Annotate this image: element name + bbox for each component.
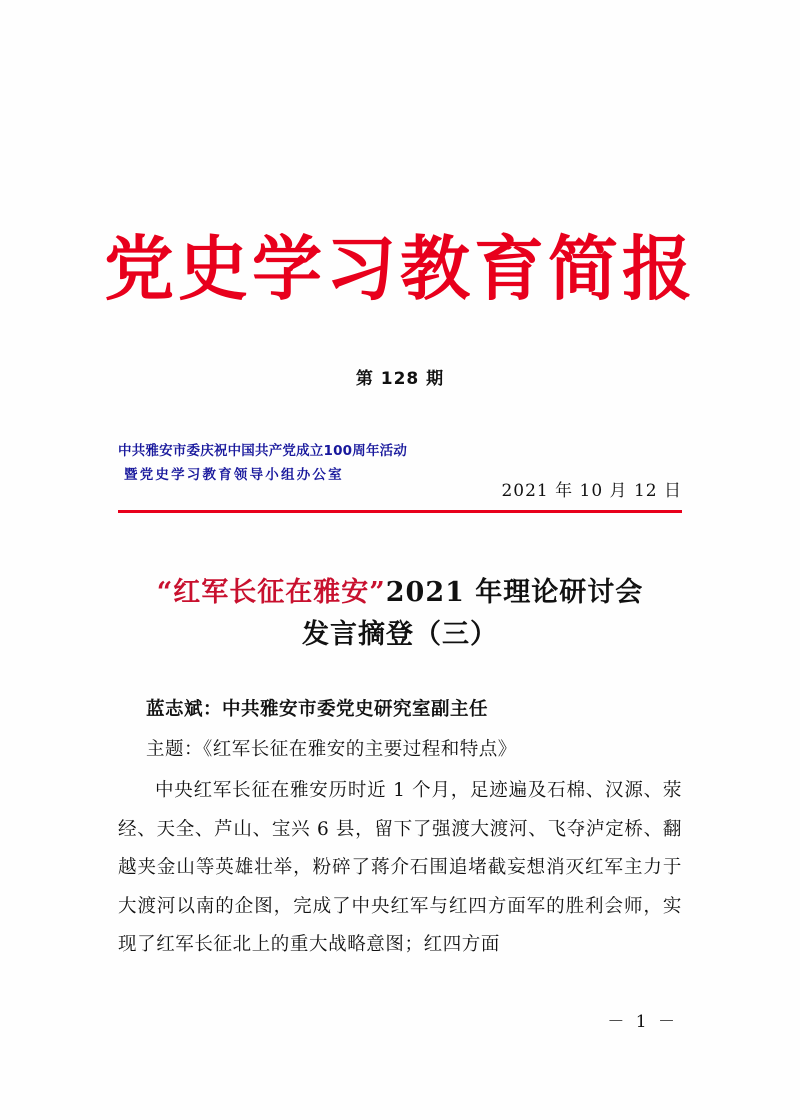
speaker-heading: 蓝志斌：中共雅安市委党史研究室副主任 <box>146 699 489 720</box>
masthead-divider <box>118 510 682 513</box>
document-title-line1 <box>118 572 682 614</box>
issuing-organization <box>118 440 478 487</box>
issue-date: 2021 年 10 月 12 日 <box>501 481 682 501</box>
speech-subject: 主题：《红军长征在雅安的主要过程和特点》 <box>146 739 517 761</box>
issue-number: 第 128 期 <box>355 369 445 389</box>
masthead-title: 党史学习教育简报 <box>104 227 696 310</box>
document-title-line2: 发言摘登（三） <box>302 618 498 650</box>
issuing-organization-line1: 中共雅安市委庆祝中国共产党成立100周年活动 <box>118 443 408 459</box>
masthead <box>0 227 800 310</box>
masthead-meta <box>118 440 682 502</box>
page-number: － 1 － <box>607 1012 678 1032</box>
document-title-rest: 2021 年理论研讨会 <box>385 577 644 608</box>
document-body <box>118 692 682 964</box>
body-paragraph-1: 中央红军长征在雅安历时近 1 个月，足迹遍及石棉、汉源、荥经、天全、芦山、宝兴 6 县，留下了强渡大渡河、飞夺泸定桥、翻越夹金山等英雄壮举，粉碎了蒋介石围追堵截妄想消灭红军主力于大渡河以南的企图，完成了中央红军与红四方面军的胜利会师，实现了红军长征北上的重大战略意图；红四方面 <box>118 780 682 956</box>
document-title-highlight: “红军长征在雅安” <box>156 577 386 608</box>
issuing-organization-line2: 暨党史学习教育领导小组办公室 <box>124 466 344 483</box>
document-title <box>118 572 682 656</box>
